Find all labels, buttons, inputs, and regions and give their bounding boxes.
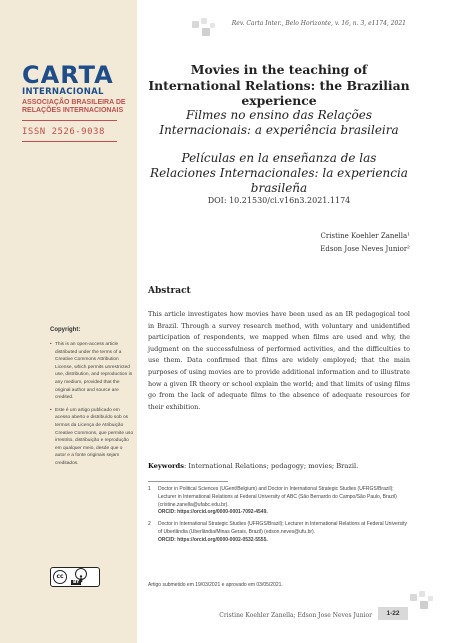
logo-divider <box>22 120 117 121</box>
cc-by-label: BY <box>73 580 80 585</box>
footnote-orcid[interactable]: ORCID: https://orcid.org/0000-0001-7092-4549. <box>158 509 268 516</box>
author-2: Edson Jose Neves Junior² <box>320 245 410 253</box>
keywords-line <box>148 462 410 470</box>
issn-divider <box>22 141 117 142</box>
logo-sub-text: INTERNACIONAL <box>22 87 104 97</box>
logo-association-line2: RELAÇÕES INTERNACIONAIS <box>22 107 124 114</box>
keywords-text: : International Relations; pedagogy; movies; Brazil. <box>184 462 359 470</box>
footnote-orcid[interactable]: ORCID: https://orcid.org/0000-0002-0532-5555. <box>158 536 268 543</box>
footnote-number: 2 <box>148 521 151 528</box>
footnote-number: 1 <box>148 486 151 492</box>
page-range-badge: 1-22 <box>378 607 408 620</box>
author-1: Cristine Koehler Zanella¹ <box>320 232 410 240</box>
article-title-spanish: Películas en la enseñanza de las Relaciones Internacionales: la experiencia brasileña <box>150 151 408 195</box>
running-header: Rev. Carta Inter., Belo Horizonte, v. 16, n. 3, e1174, 2021 <box>231 20 406 27</box>
logo-main-text: CARTA <box>22 61 114 89</box>
footnote-text: Doctor in International Strategic Studies (UFRGS/Brazil); Lecturer in International Relations at Federal University of Uberlândia (Uberlândia/Minas Gerais, Brazil) (edson.neves@ufu.br). <box>158 521 407 535</box>
footnote-divider <box>148 481 228 482</box>
copyright-item-pt <box>50 407 134 468</box>
decorative-squares-icon <box>406 588 436 614</box>
copyright-text-pt: Este é um artigo publicado em acesso aberto e distribuído sob os termos da Licença de Atribuição Creative Commons, que permite uso irrestrito, distribuição e reprodução em qualquer meio, desde que o autor e a fonte originais sejam creditados. <box>55 407 134 466</box>
article-title-portuguese: Filmes no ensino das Relações Internacionais: a experiência brasileira <box>159 108 399 137</box>
footnote-text: Doctor in Political Sciences (UGent/Belgium) and Doctor in International Strategic Studies (UFRGS/Brazil); Lecturer in International Relations at Federal University of ABC (São Bernardo do Campo/São Paulo, Brazil) (cristine.zanella@ufabc.edu.br). <box>158 486 397 508</box>
abstract-heading: Abstract <box>148 286 191 296</box>
logo-association-line1: ASSOCIAÇÃO BRASILEIRA DE <box>22 99 126 106</box>
footer-authors: Cristine Koehler Zanella; Edson Jose Neves Junior <box>219 612 372 619</box>
copyright-text-en: This is an open-access article distributed under the terms of a Creative Commons Attribution License, which permits unrestricted use, distribution, and reproduction in any medium, provided that the original author and source are credited. <box>55 342 133 401</box>
article-title-english: Movies in the teaching of International Relations: the Brazilian experience <box>148 62 410 108</box>
bullet-icon: • <box>50 407 52 413</box>
footnote-1 <box>148 486 410 517</box>
author-list <box>148 230 410 256</box>
decorative-squares-icon <box>188 15 218 41</box>
cc-icon: cc <box>53 570 67 584</box>
creative-commons-badge[interactable] <box>50 567 100 587</box>
copyright-title: Copyright: <box>50 327 81 333</box>
abstract-text: This article investigates how movies have been used as an IR pedagogical tool in Brazil. Through a survey research method, with voluntary and unidentified participation of respondents, we mapped when films are used and why, the judgment on the successfulness of performed activities, and the difficulties to use them. Data confirmed that films are widely employed; that the main purposes of using movies are to provide additional information and to illustrate how a given IR theory or school explain the world; and that limits of using films go from the lack of adequate films to the absence of adequate resources for their exhibition. <box>148 310 410 411</box>
bullet-icon: • <box>50 342 52 347</box>
copyright-item-en <box>50 341 134 402</box>
keywords-label: Keywords <box>148 462 184 470</box>
footnotes <box>148 486 410 549</box>
copyright-notice <box>50 327 134 473</box>
article-doi[interactable]: DOI: 10.21530/ci.v16n3.2021.1174 <box>207 196 351 205</box>
journal-logo <box>22 63 130 142</box>
footnote-2 <box>148 521 410 544</box>
person-icon <box>75 568 87 580</box>
submission-dates: Artigo submetido em 19/03/2021 e aprovado em 03/05/2021. <box>148 582 283 588</box>
issn-label: ISSN 2526-9038 <box>22 127 105 137</box>
